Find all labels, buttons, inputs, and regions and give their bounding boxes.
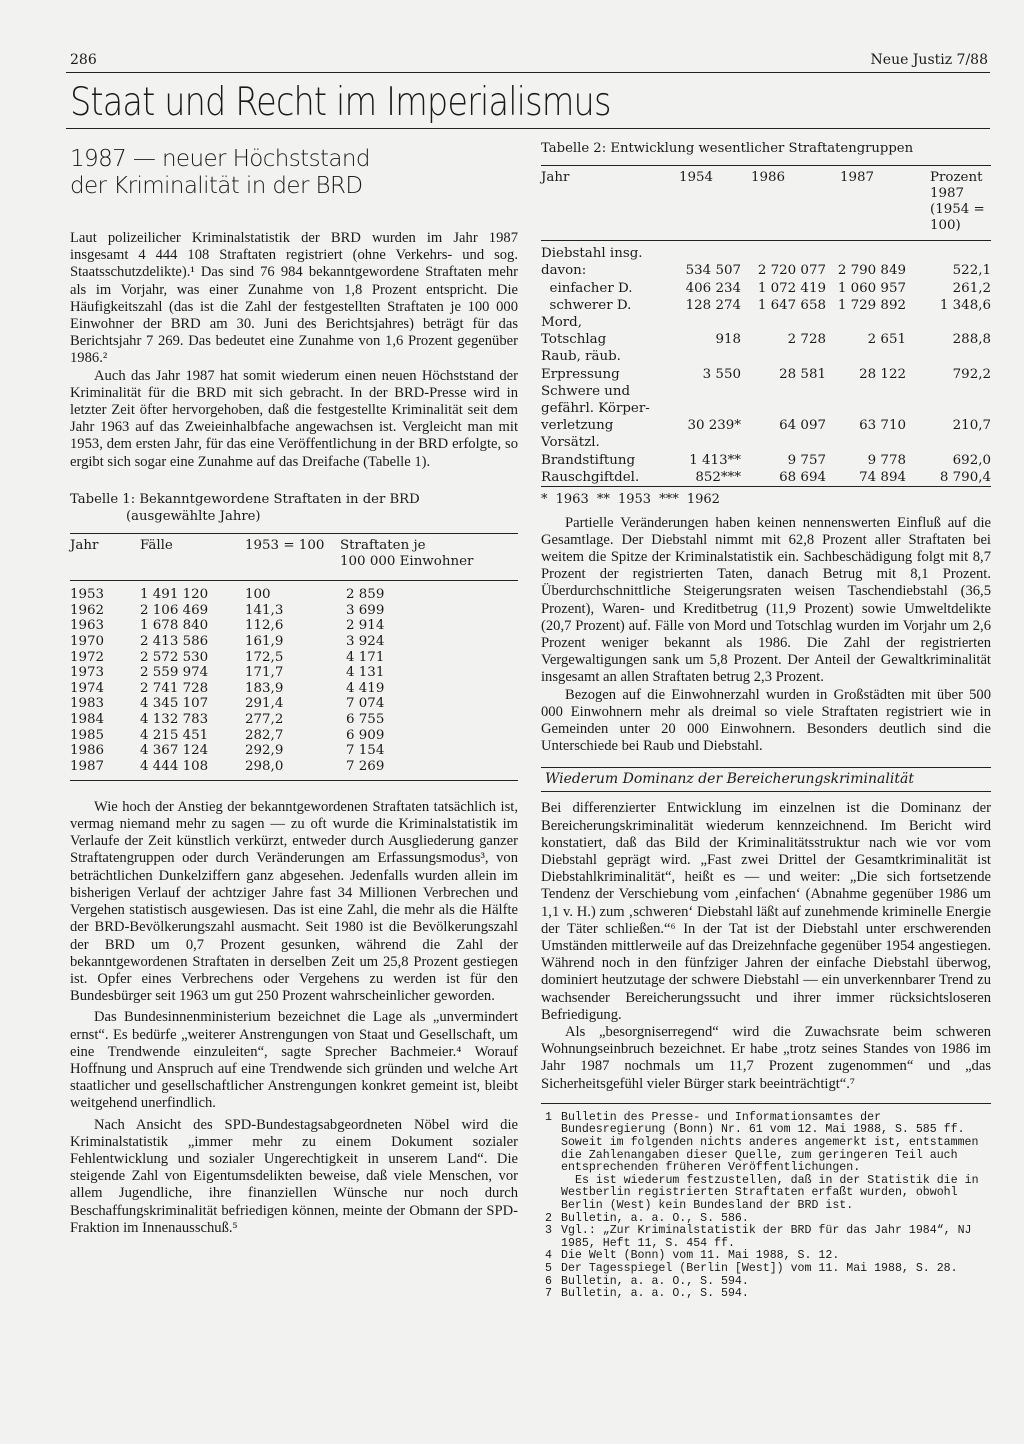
paragraph: Das Bundesinnenministerium bezeichnet die Lage als „unvermindert ernst“. Es bedürfe „weiterer Anstrengungen von Staat und Gesellschaft, um eine Trendwende einzuleiten“, sagte Sprecher Bachmeier.⁴ Worauf Hoffnung und Anspruch auf eine Trendwende sich gründen und welche Art staatlicher und gesellschaftlicher Anstrengungen konkret gemeint ist, bleibt weitgehend unerfindlich. bbox=[70, 1009, 518, 1112]
table1-cell-index: 183,9 bbox=[245, 680, 284, 696]
table1-cell-index: 292,9 bbox=[245, 743, 284, 759]
table1-cell-rate: 7 154 bbox=[346, 743, 385, 759]
table1-cell-index: 291,4 bbox=[245, 696, 284, 712]
table1 bbox=[70, 533, 518, 785]
footnote-number: 6 bbox=[545, 1274, 552, 1288]
table1-cell-year: 1963 bbox=[70, 618, 105, 634]
table1-row bbox=[70, 581, 518, 603]
table1-row bbox=[70, 712, 518, 728]
table1-cell-cases: 4 444 108 bbox=[140, 758, 209, 774]
table2-header-row bbox=[541, 166, 991, 241]
footnote-number: 2 bbox=[545, 1211, 552, 1225]
section-title-rule bbox=[66, 128, 990, 129]
table2-row bbox=[541, 348, 991, 382]
footnote bbox=[541, 1175, 991, 1213]
footnote bbox=[541, 1225, 991, 1250]
table1-header-cases: Fälle bbox=[140, 534, 245, 581]
subheading: Wiederum Dominanz der Bereicherungskriminalität bbox=[541, 767, 991, 792]
table2-cell-category: Raub, räub. Erpressung bbox=[541, 349, 621, 382]
paragraph: Laut polizeilicher Kriminalstatistik der BRD wurden im Jahr 1987 insgesamt 4 444 108 Straftaten registriert (ohne Verkehrs- und sog. Staatsschutzdelikte).¹ Das sind 76 984 bekanntgewordene Straftaten mehr als im Vorjahr, was einer Zunahme von 1,8 Prozent entspricht. Die Häufigkeitszahl (das ist die Zahl der festgestellten Straftaten je 100 000 Einwohner der BRD am 30. Juni des Berichtsjahres) beträgt für das Berichtsjahr 7 269. Das bedeutet eine Zunahme von 1,6 Prozent gegenüber 1986.² bbox=[70, 230, 518, 367]
table1-cell-year: 1987 bbox=[70, 758, 105, 774]
table2-row bbox=[541, 314, 991, 348]
footnote-text: Die Welt (Bonn) vom 11. Mai 1988, S. 12. bbox=[561, 1249, 840, 1263]
table2-cell-1987: 2 651 bbox=[867, 332, 906, 348]
paragraph: Wie hoch der Anstieg der bekanntgewordenen Straftaten tatsächlich ist, vermag niemand mehr zu sagen — zu oft wurde die Kriminalstatistik im Verlaufe der Zeit künstlich verkürzt, entweder durch Ausgliederung ganzer Straftatengruppen oder durch Veränderungen am Erfassungsmodus³, von beträchtlichen Dunkelziffern ganz abgesehen. Jedenfalls wurden allein im bisherigen Verlauf der achtziger Jahre fast 34 Millionen Verbrechen und Vergehen statistisch ausgewiesen. Das ist eine Zahl, die mehr als die Hälfte der BRD-Bevölkerungszahl ausmacht. Seit 1980 ist die Bevölkerungszahl der BRD um 0,7 Prozent gesunken, während die Zahl der bekanntgewordenen Straftaten in derselben Zeit um 25,8 Prozent gestiegen ist. Opfer eines Verbrechens oder Vergehens zu werden ist für den Bundesbürger seit 1963 um gut 250 Prozent wahrscheinlicher geworden. bbox=[70, 798, 518, 1005]
table1-cell-cases: 2 559 974 bbox=[140, 665, 209, 681]
footnote-text: Der Tagesspiegel (Berlin [West]) vom 11. Mai 1988, S. 28. bbox=[561, 1261, 958, 1275]
table2-cell-percent: 288,8 bbox=[952, 332, 991, 348]
table2-cell-percent: 210,7 bbox=[952, 418, 991, 434]
table2-cell-1954: 852*** bbox=[695, 469, 741, 485]
table2-cell-1986: 1 072 419 bbox=[757, 280, 826, 296]
page-number: 286 bbox=[70, 52, 97, 68]
table2-cell-category: einfacher D. bbox=[541, 280, 633, 296]
table1-header-year: Jahr bbox=[70, 534, 140, 581]
footnote-number: 1 bbox=[545, 1110, 552, 1124]
table2-cell-1987: 1 060 957 bbox=[837, 280, 906, 296]
table2-row bbox=[541, 434, 991, 468]
footnote-text: Bulletin des Presse- und Informationsamtes der Bundesregierung (Bonn) Nr. 61 vom 12. Mai 1988, S. 585 ff. Soweit im folgenden nichts anderes angemerkt ist, entstammen die Zahlenangaben dieser Quelle, zum geringeren Teil auch entsprechenden früheren Veröffentlichungen. bbox=[561, 1110, 979, 1175]
table1-cell-year: 1953 bbox=[70, 587, 105, 603]
table1-cell-cases: 2 106 469 bbox=[140, 602, 209, 618]
header-rule bbox=[66, 72, 990, 73]
table1-cell-cases: 4 132 783 bbox=[140, 712, 209, 727]
right-column bbox=[541, 140, 991, 1301]
table2 bbox=[541, 165, 991, 488]
paragraph: Als „besorgniserregend“ wird die Zuwachsrate beim schweren Wohnungseinbruch bezeichnet. Er habe „trotz seines Standes von 1986 im Jahr 1987 nochmals um 11,7 Prozent zugenommen“ und „das Sicherheitsgefühl vieler Bürger stark beeinträchtigt“.⁷ bbox=[541, 1024, 991, 1092]
table2-cell-percent: 792,2 bbox=[952, 366, 991, 382]
table1-cell-year: 1985 bbox=[70, 727, 105, 743]
table2-cell-category: Vorsätzl. Brandstiftung bbox=[541, 435, 636, 468]
footnote-text: Bulletin, a. a. O., S. 594. bbox=[561, 1274, 749, 1288]
footnote bbox=[541, 1288, 991, 1301]
table1-cell-rate: 6 755 bbox=[346, 712, 385, 727]
table1-cell-rate: 2 859 bbox=[346, 587, 385, 603]
table2-cell-1986: 2 720 077 bbox=[757, 263, 826, 279]
table1-cell-cases: 1 678 840 bbox=[140, 618, 209, 634]
table2-cell-1987: 2 790 849 bbox=[837, 263, 906, 279]
footnote bbox=[541, 1112, 991, 1175]
table1-cell-index: 298,0 bbox=[245, 758, 284, 774]
table2-cell-category: Schwere und gefährl. Körper- verletzung bbox=[541, 383, 650, 434]
table1-cell-cases: 4 215 451 bbox=[140, 727, 209, 743]
table1-row bbox=[70, 743, 518, 759]
table2-cell-percent: 692,0 bbox=[952, 452, 991, 468]
footnote-text: Bulletin, a. a. O., S. 594. bbox=[561, 1287, 749, 1301]
footnote-number: 5 bbox=[545, 1261, 552, 1275]
table1-cell-rate: 4 419 bbox=[346, 680, 385, 696]
table2-row bbox=[541, 297, 991, 314]
table1-cell-index: 171,7 bbox=[245, 665, 284, 681]
footnotes bbox=[541, 1112, 991, 1301]
table1-cell-year: 1972 bbox=[70, 649, 105, 665]
footnote-rule bbox=[541, 1103, 991, 1104]
table1-cell-year: 1974 bbox=[70, 680, 105, 696]
table1-cell-index: 282,7 bbox=[245, 727, 284, 743]
table1-cell-year: 1973 bbox=[70, 665, 105, 681]
table1-cell-index: 112,6 bbox=[245, 618, 284, 634]
table1-cell-year: 1986 bbox=[70, 743, 105, 759]
table1-cell-index: 100 bbox=[245, 587, 271, 603]
table2-cell-1986: 28 581 bbox=[779, 366, 826, 382]
main-text-right bbox=[541, 515, 991, 756]
left-column bbox=[70, 140, 518, 1237]
table1-cell-rate: 4 171 bbox=[346, 649, 385, 665]
table1-cell-cases: 4 367 124 bbox=[140, 743, 209, 759]
table2-header-percent: Prozent 1987 (1954 = 100) bbox=[906, 166, 991, 241]
table2-bottom-rule bbox=[541, 487, 991, 489]
table1-row bbox=[70, 728, 518, 744]
paragraph: Partielle Veränderungen haben keinen nennenswerten Einfluß auf die Gesamtlage. Der Diebstahl nimmt mit 62,8 Prozent aller Straftaten bei weitem die Spitze der Kriminalstatistik ein. Sachbeschädigung folgt mit 8,7 Prozent der registrierten Taten, danach Betrug mit 8,1 Prozent. Überdurchschnittliche Steigerungsraten weisen Taschendiebstahl (36,5 Prozent), Waren- und Kreditbetrug (11,9 Prozent) sowie Umweltdelikte (20,7 Prozent) auf. Fälle von Mord und Totschlag wurden im Vorjahr um 2,6 Prozent weniger bekannt als 1986. Die Zahl der registrierten Vergewaltigungen sank um 5,8 Prozent. Der Anteil der Gewaltkriminalität insgesamt an allen Straftaten betrug 2,3 Prozent. bbox=[541, 514, 991, 686]
table1-row bbox=[70, 603, 518, 619]
footnote-text: Vgl.: „Zur Kriminalstatistik der BRD für das Jahr 1984“, NJ 1985, Heft 11, S. 454 ff. bbox=[561, 1224, 972, 1250]
footnote bbox=[541, 1263, 991, 1276]
table2-header-1987: 1987 bbox=[826, 166, 906, 241]
table1-cell-rate: 3 699 bbox=[346, 602, 385, 618]
paragraph: Bei differenzierter Entwicklung im einzelnen ist die Dominanz der Bereicherungskriminalität wiederum kennzeichnend. Im Bericht wird konstatiert, daß das Bild der Kriminalitätsstruktur nach wie vor vom Diebstahl geprägt wird. „Fast zwei Drittel der Gesamtkriminalität ist Diebstahlkriminalität“, heißt es — und weiter: „Die sich fortsetzende Tendenz der Verschiebung vom ‚einfachen‘ (Abnahme gegenüber 1986 um 1,1 v. H.) zum ‚schweren‘ Diebstahl läßt auf zunehmende kriminelle Energie der Täter schließen.“⁶ In der Tat ist der Diebstahl unter erschwerenden Umständen mittlerweile auf das Dreizehnfache gegenüber 1954 angestiegen. Während noch in den fünfziger Jahren der einfache Diebstahl überwog, dominiert heutzutage der schwere Diebstahl — ein unverkennbarer Trend zu wachsender Bereicherungssucht und ihrer immer rücksichtsloseren Befriedigung. bbox=[541, 800, 991, 1023]
table2-caption: Tabelle 2: Entwicklung wesentlicher Straftatengruppen bbox=[541, 141, 914, 156]
table2-cell-1986: 1 647 658 bbox=[757, 297, 826, 313]
table1-header-row bbox=[70, 534, 518, 581]
table2-cell-1954: 406 234 bbox=[685, 280, 741, 296]
table1-row bbox=[70, 618, 518, 634]
table1-cell-year: 1983 bbox=[70, 696, 105, 712]
table2-row bbox=[541, 280, 991, 297]
table1-row bbox=[70, 650, 518, 666]
table1-row bbox=[70, 634, 518, 650]
main-text-right-2 bbox=[541, 800, 991, 1092]
footnote-text: Bulletin, a. a. O., S. 586. bbox=[561, 1211, 749, 1225]
table2-cell-category: Diebstahl insg. davon: bbox=[541, 246, 643, 279]
table2-cell-percent: 8 790,4 bbox=[939, 469, 991, 485]
table1-caption bbox=[70, 491, 518, 525]
table2-cell-category: Rauschgiftdel. bbox=[541, 469, 640, 485]
table1-cell-rate: 2 914 bbox=[346, 618, 385, 634]
table1-bottom-rule bbox=[70, 781, 518, 785]
table2-cell-1954: 3 550 bbox=[702, 366, 741, 382]
table1-row bbox=[70, 696, 518, 712]
footnote-number: 3 bbox=[545, 1224, 552, 1238]
table1-cell-cases: 2 413 586 bbox=[140, 634, 209, 650]
table2-cell-category: Mord, Totschlag bbox=[541, 315, 607, 348]
table2-cell-1954: 534 507 bbox=[685, 263, 741, 279]
section-title: Staat und Recht im Imperialismus bbox=[70, 80, 611, 125]
table2-cell-1987: 1 729 892 bbox=[837, 297, 906, 313]
table2-cell-1954: 30 239* bbox=[687, 418, 741, 434]
table2-cell-percent: 1 348,6 bbox=[939, 297, 991, 313]
table1-cell-rate: 7 269 bbox=[346, 758, 385, 774]
table2-row bbox=[541, 241, 991, 280]
journal-reference: Neue Justiz 7/88 bbox=[870, 52, 988, 68]
table1-cell-rate: 7 074 bbox=[346, 696, 385, 712]
table2-cell-1954: 1 413** bbox=[689, 452, 741, 468]
footnote-number: 7 bbox=[545, 1287, 552, 1301]
table1-caption-line1: Tabelle 1: Bekanntgewordene Straftaten in der BRD bbox=[70, 491, 420, 507]
table1-cell-index: 277,2 bbox=[245, 712, 284, 727]
table2-header-1954: 1954 bbox=[659, 166, 741, 241]
table2-cell-1986: 2 728 bbox=[787, 332, 826, 348]
table1-header-index: 1953 = 100 bbox=[245, 534, 340, 581]
table1-block bbox=[70, 491, 518, 785]
table1-cell-cases: 4 345 107 bbox=[140, 696, 209, 712]
table1-cell-index: 141,3 bbox=[245, 602, 284, 618]
table1-cell-index: 161,9 bbox=[245, 634, 284, 650]
table2-cell-1986: 9 757 bbox=[787, 452, 826, 468]
table2-header-year: Jahr bbox=[541, 166, 659, 241]
table2-cell-1987: 9 778 bbox=[867, 452, 906, 468]
table2-cell-1987: 74 894 bbox=[859, 469, 906, 485]
table1-cell-year: 1984 bbox=[70, 712, 105, 727]
paragraph: Nach Ansicht des SPD-Bundestagsabgeordneten Nöbel wird die Kriminalstatistik „immer mehr zu einem Dokument sozialer Fehlentwicklung und sozialer Ungerechtigkeit in unserem Land“. Die steigende Zahl von Eigentumsdelikten beweise, daß viele Menschen, vor allem Jugendliche, ihre finanziellen Wünsche nur noch durch Beschaffungskriminalität befriedigen können, meinte der Obmann der SPD-Fraktion im Innenausschuß.⁵ bbox=[70, 1116, 518, 1236]
table1-row bbox=[70, 759, 518, 781]
table2-row bbox=[541, 469, 991, 487]
table1-row bbox=[70, 665, 518, 681]
footnote-number: 4 bbox=[545, 1249, 552, 1263]
table2-cell-1954: 918 bbox=[715, 332, 741, 348]
table1-row bbox=[70, 681, 518, 697]
table2-header-1986: 1986 bbox=[741, 166, 826, 241]
table2-cell-percent: 522,1 bbox=[952, 263, 991, 279]
article-title: 1987 — neuer Höchststand der Kriminalität in der BRD bbox=[70, 146, 370, 199]
table2-cell-1987: 63 710 bbox=[859, 418, 906, 434]
table1-caption-line2: (ausgewählte Jahre) bbox=[126, 509, 261, 525]
table1-cell-year: 1970 bbox=[70, 634, 105, 650]
table1-header-rate: Straftaten je 100 000 Einwohner bbox=[340, 534, 518, 581]
table2-row bbox=[541, 383, 991, 435]
paragraph: Auch das Jahr 1987 hat somit wiederum einen neuen Höchststand der Kriminalität für die BRD mit sich gebracht. In der BRD-Presse wird in letzter Zeit öfter hervorgehoben, daß die festgestellte Kriminalität seit dem Jahr 1963 auf das Zweieinhalbfache angewachsen ist. Vergleicht man mit 1953, dem ersten Jahr, für das eine Veröffentlichung in der BRD erfolgte, so ergibt sich sogar eine Zunahme auf das Dreifache (Tabelle 1). bbox=[70, 367, 518, 470]
footnote-number bbox=[541, 1175, 561, 1213]
intro-text bbox=[70, 230, 518, 471]
table2-cell-1986: 68 694 bbox=[779, 469, 826, 485]
table2-cell-percent: 261,2 bbox=[952, 280, 991, 296]
footnote-text: Es ist wiederum festzustellen, daß in der Statistik die in Westberlin registrierten Straftaten erfaßt wurden, obwohl Berlin (West) kein Bundesland der BRD ist. bbox=[561, 1173, 979, 1212]
table1-cell-index: 172,5 bbox=[245, 649, 284, 665]
table1-cell-cases: 2 572 530 bbox=[140, 649, 209, 665]
table2-footnote: * 1963 ** 1953 *** 1962 bbox=[541, 491, 720, 507]
main-text-left bbox=[70, 799, 518, 1237]
table2-cell-1987: 28 122 bbox=[859, 366, 906, 382]
table2-cell-category: schwerer D. bbox=[541, 297, 632, 313]
table2-cell-1986: 64 097 bbox=[779, 418, 826, 434]
table1-cell-cases: 1 491 120 bbox=[140, 587, 209, 603]
table1-cell-year: 1962 bbox=[70, 602, 105, 618]
table1-cell-rate: 4 131 bbox=[346, 665, 385, 681]
paragraph: Bezogen auf die Einwohnerzahl wurden in Großstädten mit über 500 000 Einwohnern mehr als dreimal so viele Straftaten registriert wie in Gemeinden unter 20 000 Einwohnern. Besonders deutlich sind die Unterschiede bei Raub und Diebstahl. bbox=[541, 686, 991, 755]
table1-cell-cases: 2 741 728 bbox=[140, 680, 209, 696]
table2-cell-1954: 128 274 bbox=[685, 297, 741, 313]
table1-cell-rate: 6 909 bbox=[346, 727, 385, 743]
table1-cell-rate: 3 924 bbox=[346, 634, 385, 650]
